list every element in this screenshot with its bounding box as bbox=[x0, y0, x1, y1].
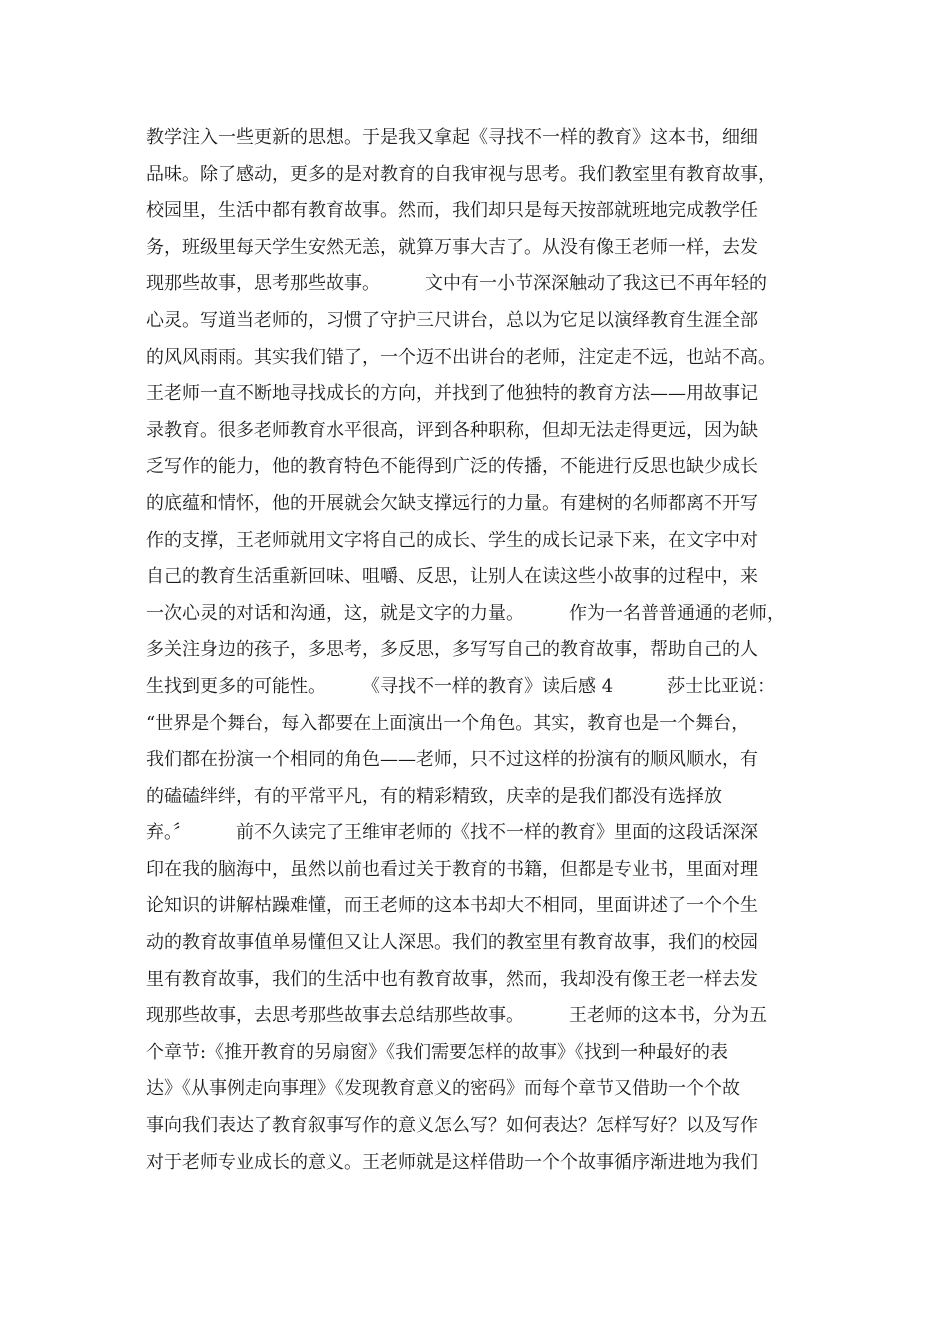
text-line: 多关注身边的孩子，多思考，多反思，多写写自己的教育故事，帮助自己的人 bbox=[146, 639, 758, 661]
text-line: 务，班级里每天学生安然无恙，就算万事大吉了。从没有像王老师一样，去发 bbox=[146, 236, 758, 258]
text-line: 校园里，生活中都有教育故事。然而，我们却只是每天按部就班地完成教学任 bbox=[146, 200, 758, 222]
text-line: 教学注入一些更新的思想。于是我又拿起《寻找不一样的教育》这本书，细细 bbox=[146, 127, 758, 148]
text-line: 自己的教育生活重新回味、咀嚼、反思，让别人在读这些小故事的过程中，来 bbox=[146, 566, 758, 588]
text-line: 作的支撑，王老师就用文字将自己的成长、学生的成长记录下来，在文字中对 bbox=[146, 529, 758, 551]
text-line: 达》《从事例走向事理》《发现教育意义的密码》而每个章节又借助一个个故 bbox=[146, 1078, 740, 1100]
text-line: 的磕磕绊绊，有的平常平凡，有的精彩精致，庆幸的是我们都没有选择放 bbox=[146, 785, 722, 807]
text-line: 个章节:《推开教育的另扇窗》《我们需要怎样的故事》《找到一种最好的表 bbox=[146, 1041, 729, 1063]
text-line: 生找到更多的可能性。 《寻找不一样的教育》读后感 4 莎士比亚说： bbox=[146, 675, 776, 697]
text-line: 里有教育故事，我们的生活中也有教育故事，然而，我却没有像王老一样去发 bbox=[146, 968, 758, 990]
text-line: 一次心灵的对话和沟通，这，就是文字的力量。 作为一名普普通通的老师， bbox=[146, 602, 785, 624]
text-line: “世界是个舞台，每入都要在上面演出一个角色。其实，教育也是一个舞台， bbox=[146, 712, 750, 734]
text-line: 王老师一直不断地寻找成长的方向，并找到了他独特的教育方法——用故事记 bbox=[146, 383, 758, 405]
text-line: 我们都在扮演一个相同的角色——老师，只不过这样的扮演有的顺风顺水，有 bbox=[146, 749, 758, 771]
text-line: 现那些故事，思考那些故事。 文中有一小节深深触动了我这已不再年轻的 bbox=[146, 273, 767, 295]
text-line: 对于老师专业成长的意义。王老师就是这样借助一个个故事循序渐进地为我们 bbox=[146, 1151, 758, 1173]
text-line: 事向我们表达了教育叙事写作的意义怎么写？如何表达？怎样写好？以及写作 bbox=[146, 1115, 758, 1137]
text-line: 心灵。写道当老师的，习惯了守护三尺讲台，总以为它足以演绎教育生涯全部 bbox=[146, 309, 758, 331]
text-line: 动的教育故事值单易懂但又让人深思。我们的教室里有教育故事，我们的校园 bbox=[146, 932, 758, 954]
body-text bbox=[146, 120, 826, 1181]
text-line: 乏写作的能力，他的教育特色不能得到广泛的传播，不能进行反思也缺少成长 bbox=[146, 456, 758, 478]
text-line: 现那些故事，去思考那些故事去总结那些故事。 王老师的这本书，分为五 bbox=[146, 1005, 767, 1027]
text-line: 的风风雨雨。其实我们错了，一个迈不出讲台的老师，注定走不远，也站不高。 bbox=[146, 346, 776, 368]
text-line: 的底蕴和情怀，他的开展就会欠缺支撑远行的力量。有建树的名师都离不开写 bbox=[146, 492, 758, 514]
text-line: 弃。〞 前不久读完了王维审老师的《找不一样的教育》里面的这段话深深 bbox=[146, 822, 758, 844]
text-line: 品味。除了感动，更多的是对教育的自我审视与思考。我们教室里有教育故事， bbox=[146, 163, 776, 185]
text-line: 印在我的脑海中，虽然以前也看过关于教育的书籍，但都是专业书，里面对理 bbox=[146, 858, 758, 880]
text-line: 论知识的讲解枯躁难懂，而王老师的这本书却大不相同，里面讲述了一个个生 bbox=[146, 895, 758, 917]
text-line: 录教育。很多老师教育水平很高，评到各种职称，但却无法走得更远，因为缺 bbox=[146, 419, 758, 441]
